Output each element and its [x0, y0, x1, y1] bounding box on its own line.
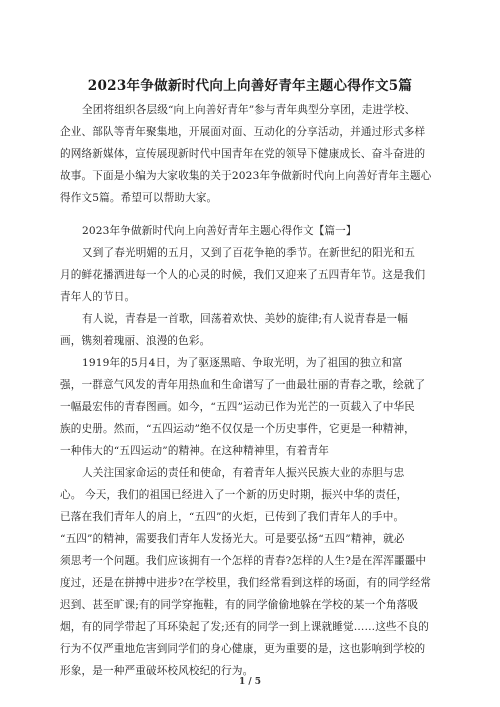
- paragraph-line: 度过，还是在拼搏中进步?在学校里，我们经常看到这样的场面，有的同学经常: [60, 577, 432, 589]
- paragraph-line: 须思考一个问题。我们应该拥有一个怎样的青春?怎样的人生?是在浑浑噩噩中: [60, 555, 427, 567]
- intro-line: 的网络新媒体，宣传展现新时代中国青年在党的领导下健康成长、奋斗奋进的: [60, 148, 426, 160]
- section-title: 2023年争做新时代向上向善好青年主题心得作文【篇一】: [82, 225, 357, 237]
- intro-line: 得作文5篇。希望可以帮助大家。: [60, 192, 218, 204]
- paragraph-line: 烟，有的同学带起了耳环染起了发;还有的同学一到上课就睡觉……这些不良的: [60, 621, 430, 633]
- paragraph-line: 心。 今天，我们的祖国已经进入了一个新的历史时期，振兴中华的责任，: [60, 489, 408, 501]
- paragraph-line: 人关注国家命运的责任和使命，有着青年人振兴民族大业的赤胆与忠: [82, 467, 405, 479]
- intro-line: 全团将组织各层级“向上向善好青年”参与青年典型分享团，走进学校、: [82, 104, 416, 116]
- paragraph-line: 形象，是一种严重破坏校风校纪的行为。: [60, 665, 254, 677]
- paragraph-line: 有人说，青春是一首歌，回荡着欢快、美妙的旋律;有人说青春是一幅: [82, 313, 409, 325]
- paragraph-line: 月的鲜花播洒进每一个人的心灵的时候，我们又迎来了五四青年节。这是我们: [60, 269, 426, 281]
- paragraph-gap: [60, 209, 440, 220]
- paragraph-line: 青年人的节日。: [60, 291, 136, 303]
- paragraph-line: 一幅最宏伟的青春图画。如今，“五四”运动已作为光芒的一页载入了中华民: [60, 401, 415, 413]
- paragraph-line: 已落在我们青年人的肩上，“五四”的火炬，已传到了我们青年人的手中。: [60, 511, 405, 523]
- paragraph-line: 1919年的5月4日，为了驱逐黑暗、争取光明，为了祖国的独立和富: [82, 357, 403, 369]
- paragraph-line: 族的史册。然而，“五四运动”绝不仅仅是一个历史事件，它更是一种精神，: [60, 423, 415, 435]
- paragraph-line: 画，镌刻着瑰丽、浪漫的色彩。: [60, 335, 211, 347]
- page-number: 1 / 5: [238, 677, 262, 687]
- intro-line: 企业、部队等青年聚集地，开展面对面、互动化的分享活动，并通过形式多样: [60, 126, 426, 138]
- paragraph-line: 迟到、甚至旷课;有的同学穿拖鞋，有的同学偷偷地躲在学校的某一个角落吸: [60, 599, 419, 611]
- paragraph-line: 行为不仅严重地危害到同学们的身心健康，更为重要的是，这也影响到学校的: [60, 643, 426, 655]
- intro-line: 故事。下面是小编为大家收集的关于2023年争做新时代向上向善好青年主题心: [60, 170, 432, 182]
- paragraph-line: “五四”的精神，需要我们青年人发扬光大。可是要弘扬“五四”精神，就必: [60, 533, 405, 545]
- document-title: 2023年争做新时代向上向善好青年主题心得作文5篇: [87, 78, 413, 94]
- paragraph-line: 一种伟大的“五四运动”的精神。在这种精神里，有着青年: [60, 445, 329, 457]
- document-body: [60, 99, 440, 682]
- paragraph-line: 又到了春光明媚的五月，又到了百花争艳的季节。在新世纪的阳光和五: [82, 247, 416, 259]
- paragraph-line: 强，一群意气风发的青年用热血和生命谱写了一曲最壮丽的青春之歌，绘就了: [60, 379, 426, 391]
